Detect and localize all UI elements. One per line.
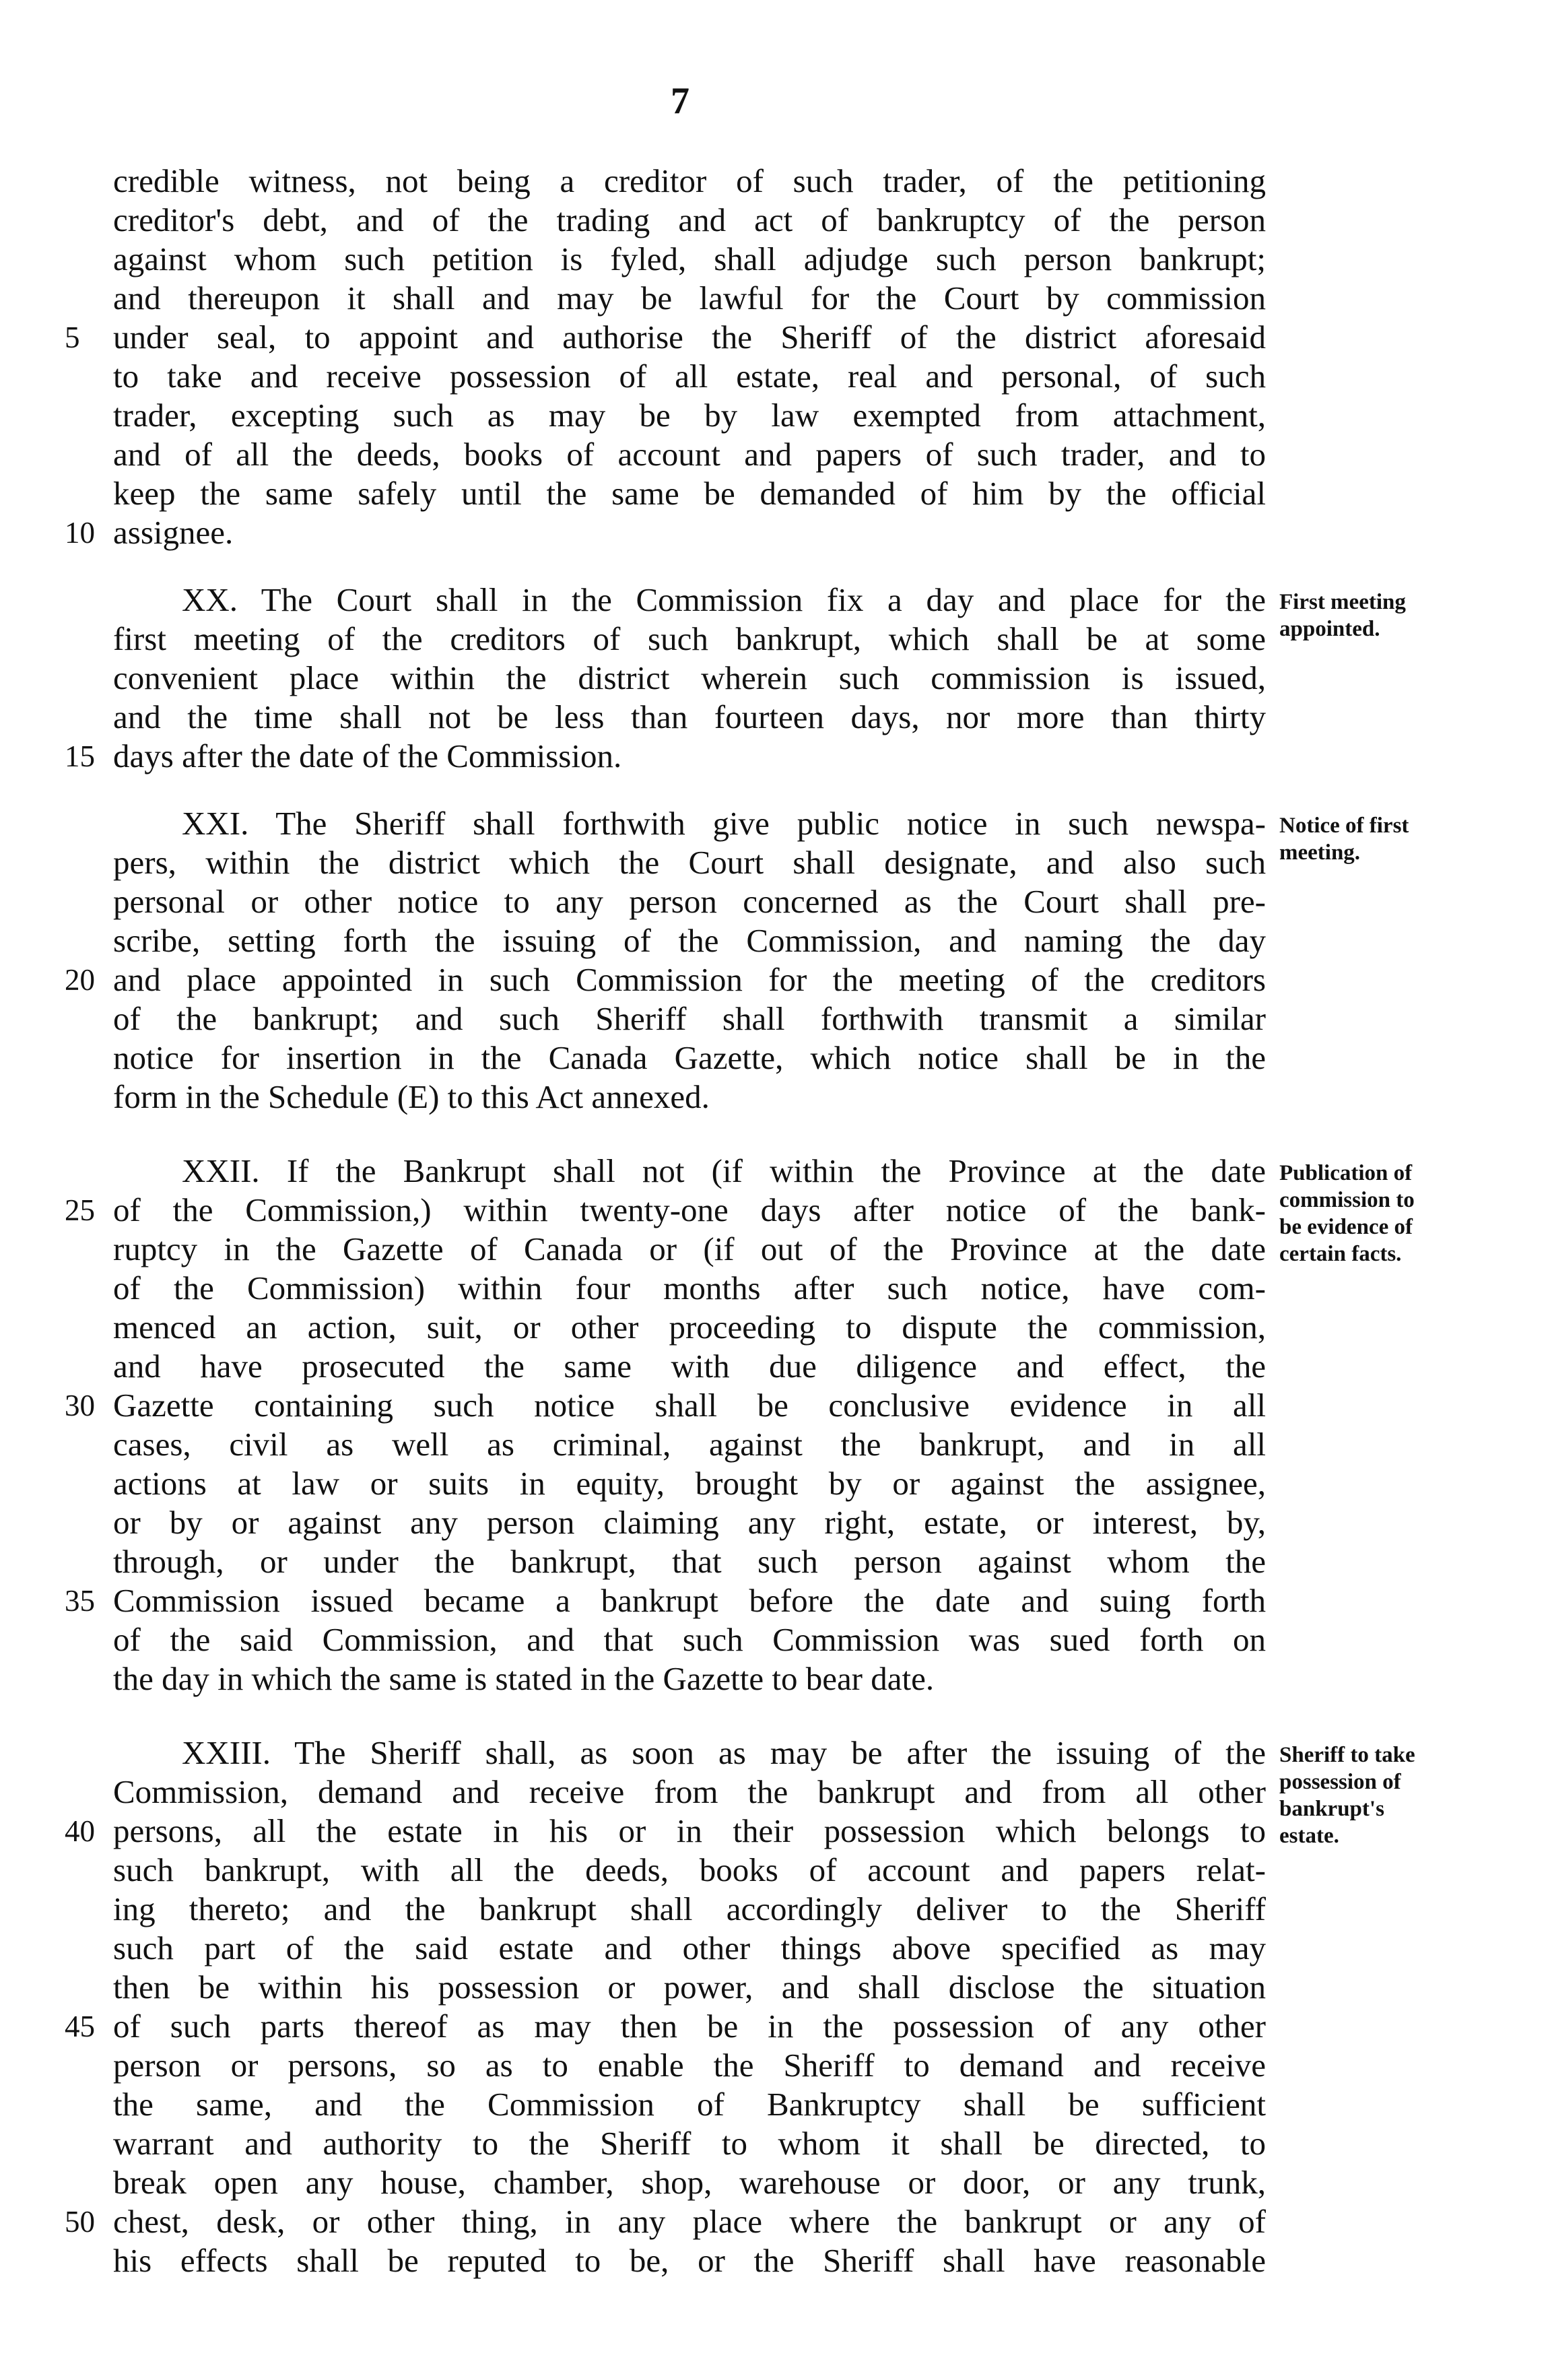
text-line: through, or under the bankrupt, that such person against whom the [113, 1543, 1266, 1580]
line-number: 35 [65, 1584, 95, 1618]
line-number: 50 [65, 2205, 95, 2239]
text-line: Gazette containing such notice shall be conclusive evidence in all [113, 1387, 1266, 1424]
line-number: 10 [65, 516, 95, 550]
page-number: 7 [671, 80, 689, 122]
text-line: ruptcy in the Gazette of Canada or (if out of the Province at the date [113, 1230, 1266, 1267]
text-line: of such parts thereof as may then be in the possession of any other [113, 2008, 1266, 2045]
text-line: of the said Commission, and that such Commission was sued forth on [113, 1621, 1266, 1658]
text-line: personal or other notice to any person concerned as the Court shall pre- [113, 883, 1266, 920]
text-line: of the Commission,) within twenty-one days after notice of the bank- [113, 1191, 1266, 1228]
text-line: break open any house, chamber, shop, warehouse or door, or any trunk, [113, 2164, 1266, 2201]
margin-note: certain facts. [1279, 1242, 1402, 1266]
text-line: cases, civil as well as criminal, against the bankrupt, and in all [113, 1426, 1266, 1463]
text-line: notice for insertion in the Canada Gazette, which notice shall be in the [113, 1039, 1266, 1076]
text-line: persons, all the estate in his or in their possession which belongs to [113, 1812, 1266, 1849]
text-line: keep the same safely until the same be demanded of him by the official [113, 475, 1266, 512]
section-xx-line: XX. The Court shall in the Commission fix a day and place for the [182, 581, 1266, 618]
line-number: 5 [65, 321, 80, 354]
margin-note: appointed. [1279, 617, 1380, 641]
text-line: his effects shall be reputed to be, or the Sheriff shall have reasonable [113, 2242, 1266, 2279]
text-line: pers, within the district which the Court shall designate, and also such [113, 844, 1266, 881]
text-line: convenient place within the district wherein such commission is issued, [113, 659, 1266, 696]
text-line: Commission issued became a bankrupt before the date and suing forth [113, 1582, 1266, 1619]
text-line: warrant and authority to the Sheriff to whom it shall be directed, to [113, 2125, 1266, 2162]
line-number: 30 [65, 1389, 95, 1422]
line-number: 20 [65, 963, 95, 997]
margin-note: be evidence of [1279, 1215, 1413, 1239]
text-line: creditor's debt, and of the trading and act of bankruptcy of the person [113, 201, 1266, 238]
text-line: the same, and the Commission of Bankruptcy shall be sufficient [113, 2086, 1266, 2123]
text-line: or by or against any person claiming any right, estate, or interest, by, [113, 1504, 1266, 1541]
margin-note: bankrupt's [1279, 1797, 1384, 1821]
text-line: menced an action, suit, or other proceeding to dispute the commission, [113, 1309, 1266, 1346]
margin-note: Notice of first [1279, 814, 1409, 838]
line-number: 45 [65, 2010, 95, 2043]
text-line: and of all the deeds, books of account and papers of such trader, and to [113, 436, 1266, 473]
text-line: first meeting of the creditors of such bankrupt, which shall be at some [113, 620, 1266, 657]
text-line: and place appointed in such Commission for the meeting of the creditors [113, 961, 1266, 998]
margin-note: commission to [1279, 1188, 1415, 1212]
text-line: against whom such petition is fyled, shall adjudge such person bankrupt; [113, 240, 1266, 277]
section-xxiii-line: XXIII. The Sheriff shall, as soon as may be after the issuing of the [182, 1734, 1266, 1771]
margin-note: Sheriff to take [1279, 1743, 1415, 1767]
margin-note: meeting. [1279, 840, 1361, 865]
section-xxi-line: XXI. The Sheriff shall forthwith give public notice in such newspa- [182, 805, 1266, 842]
text-line: ing thereto; and the bankrupt shall accordingly deliver to the Sheriff [113, 1890, 1266, 1927]
text-line: trader, excepting such as may be by law exempted from attachment, [113, 397, 1266, 434]
text-line: scribe, setting forth the issuing of the Commission, and naming the day [113, 922, 1266, 959]
margin-note: estate. [1279, 1824, 1339, 1848]
text-line: then be within his possession or power, and shall disclose the situation [113, 1969, 1266, 2006]
line-number: 40 [65, 1814, 95, 1848]
text-line: of the bankrupt; and such Sheriff shall forthwith transmit a similar [113, 1000, 1266, 1037]
text-line: such part of the said estate and other things above specified as may [113, 1929, 1266, 1966]
text-line: assignee. [113, 514, 234, 551]
text-line: of the Commission) within four months after such notice, have com- [113, 1269, 1266, 1307]
text-line: under seal, to appoint and authorise the Sheriff of the district aforesaid [113, 319, 1266, 356]
section-xxii-line: XXII. If the Bankrupt shall not (if within the Province at the date [182, 1152, 1266, 1189]
text-line: chest, desk, or other thing, in any place where the bankrupt or any of [113, 2203, 1266, 2240]
text-line: such bankrupt, with all the deeds, books of account and papers relat- [113, 1851, 1266, 1888]
text-line: form in the Schedule (E) to this Act annexed. [113, 1078, 710, 1115]
text-line: the day in which the same is stated in the Gazette to bear date. [113, 1660, 935, 1697]
text-line: actions at law or suits in equity, brought by or against the assignee, [113, 1465, 1266, 1502]
line-number: 15 [65, 739, 95, 773]
margin-note: First meeting [1279, 590, 1406, 614]
text-line: Commission, demand and receive from the bankrupt and from all other [113, 1773, 1266, 1810]
margin-note: possession of [1279, 1770, 1401, 1794]
text-line: and the time shall not be less than fourteen days, nor more than thirty [113, 698, 1266, 735]
text-line: and thereupon it shall and may be lawful for the Court by commission [113, 279, 1266, 317]
line-number: 25 [65, 1193, 95, 1227]
text-line: to take and receive possession of all estate, real and personal, of such [113, 358, 1266, 395]
text-line: person or persons, so as to enable the Sheriff to demand and receive [113, 2047, 1266, 2084]
text-line: days after the date of the Commission. [113, 737, 622, 774]
text-line: credible witness, not being a creditor of such trader, of the petitioning [113, 162, 1266, 199]
text-line: and have prosecuted the same with due diligence and effect, the [113, 1348, 1266, 1385]
margin-note: Publication of [1279, 1161, 1413, 1185]
